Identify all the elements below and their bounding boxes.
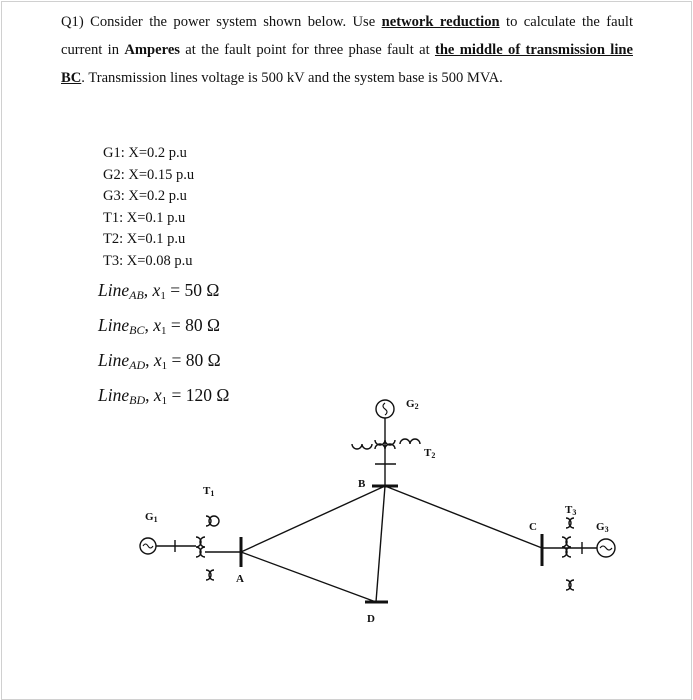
param-t2: T2: X=0.1 p.u [103, 231, 186, 248]
label-bus-a: A [236, 573, 244, 585]
question-emphasis-fault-location: the middle of transmission line BC [61, 42, 633, 86]
transformer-t1-icon [206, 516, 219, 526]
line-bc: Line$_{BC}$, x1 = 80 Ω [98, 315, 220, 337]
line-bd: Line$_{BD}$, x1 = 120 Ω [98, 385, 230, 407]
line-bd-path [376, 486, 385, 602]
label-bus-b: B [358, 478, 366, 490]
question-emphasis-network-reduction: network reduction [381, 14, 500, 30]
question-part: to calculate the fault current in [61, 14, 633, 58]
param-g3: G3: X=0.2 p.u [103, 188, 187, 205]
param-t3: T3: X=0.08 p.u [103, 252, 193, 269]
label-bus-c: C [529, 521, 537, 533]
param-t1: T1: X=0.1 p.u [103, 209, 186, 226]
label-g2: G2 [406, 398, 419, 411]
label-t3: T3 [565, 504, 577, 517]
question-part: at the fault point for three phase fault at [179, 42, 435, 58]
label-t1: T1 [203, 485, 215, 498]
question-emphasis-amperes: Amperes [124, 42, 180, 58]
question-part: . Transmission lines voltage is 500 kV and the system base is 500 MVA. [81, 70, 503, 86]
question-part: Q1) Consider the power system shown below. Use [61, 14, 382, 30]
label-g3: G3 [596, 521, 609, 534]
label-t2: T2 [424, 447, 436, 460]
param-g1: G1: X=0.2 p.u [103, 145, 187, 161]
line-ab: Line$_{AB}$, x1 = 50 Ω [98, 280, 220, 302]
label-g1: G1 [145, 511, 158, 524]
line-ab-path [241, 486, 385, 552]
line-ad-path [241, 552, 376, 602]
transformer-t3-icon [566, 518, 574, 528]
line-bc-path [385, 486, 542, 548]
param-g2: G2: X=0.15 p.u [103, 166, 195, 183]
line-ad: Line$_{AD}$, x1 = 80 Ω [98, 350, 221, 372]
label-bus-d: D [367, 613, 375, 625]
